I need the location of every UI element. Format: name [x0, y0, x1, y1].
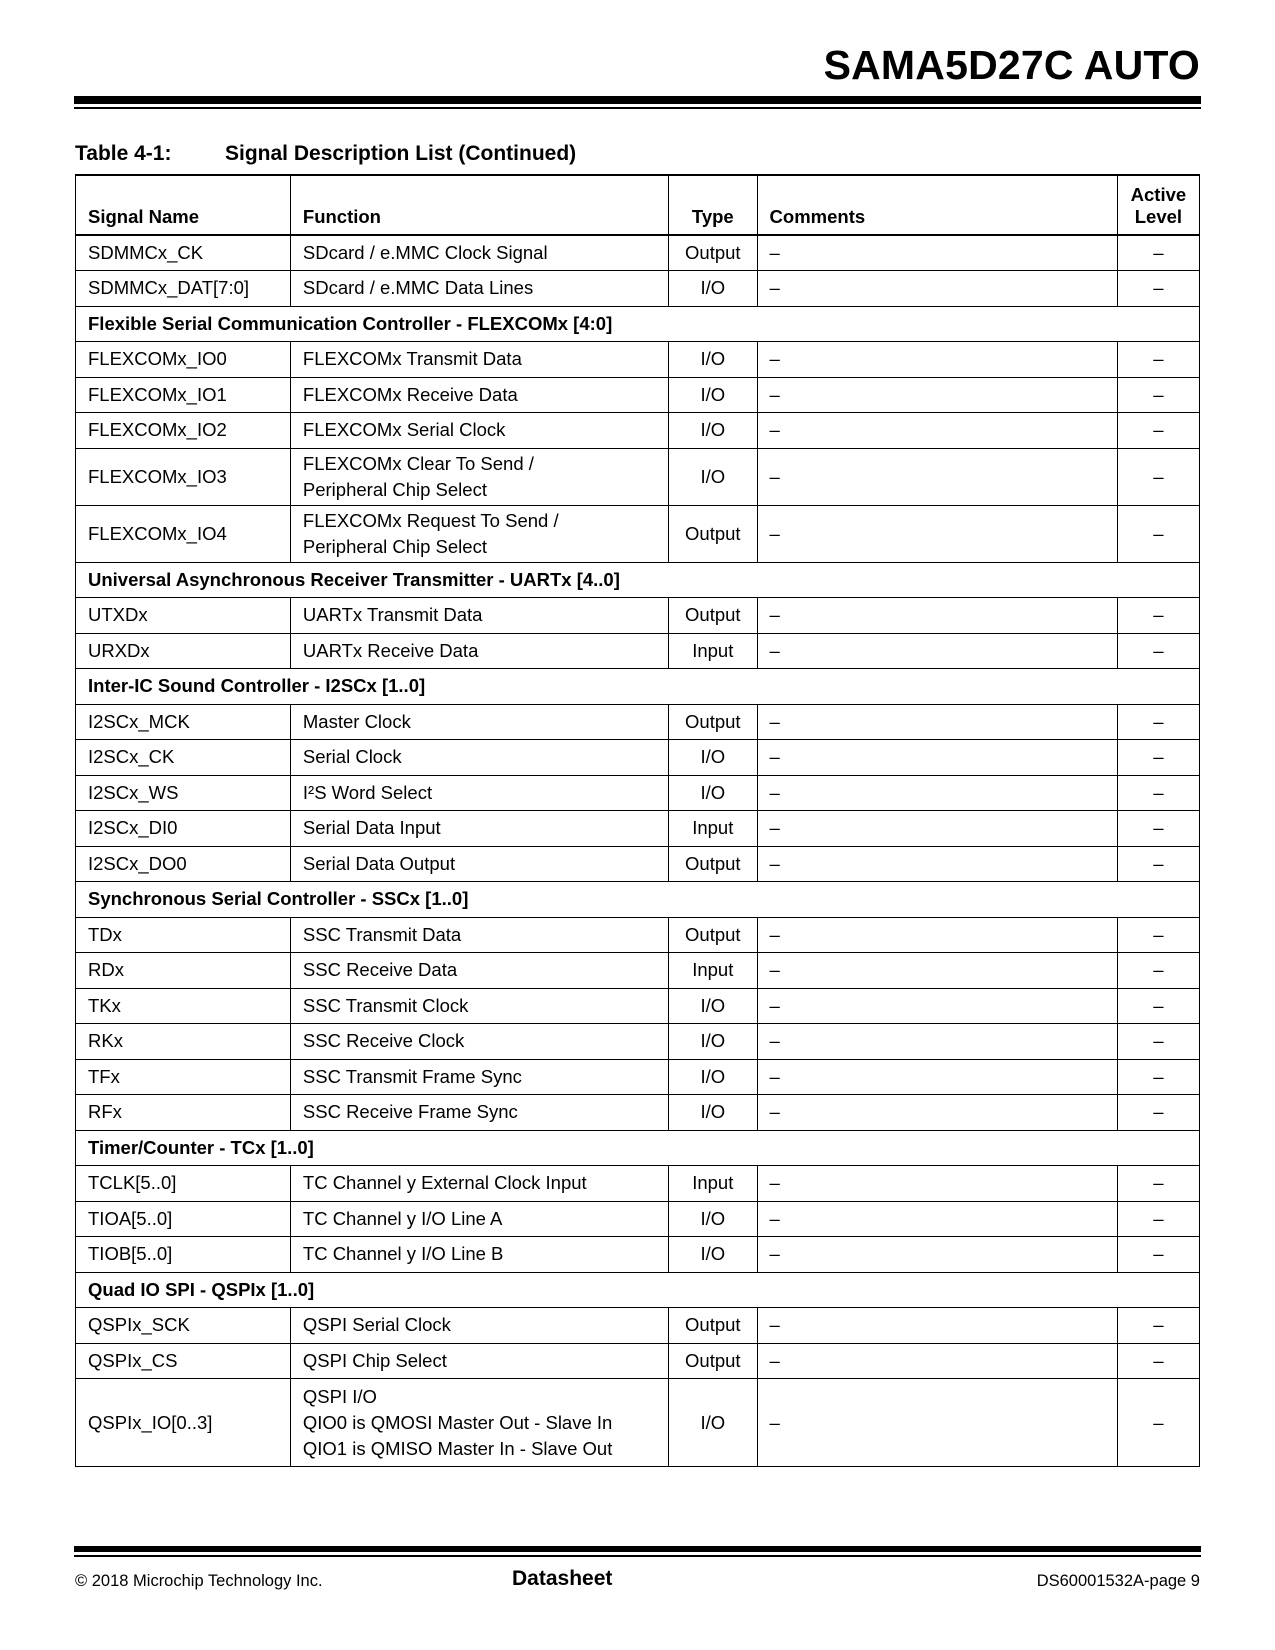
signal-name-cell: RFx [76, 1095, 291, 1131]
section-title: Flexible Serial Communication Controller - FLEXCOMx [4:0] [76, 306, 1200, 342]
active-level-cell: – [1117, 342, 1199, 378]
function-cell [290, 633, 668, 669]
table-row [76, 1059, 1200, 1095]
signal-name-cell: FLEXCOMx_IO3 [76, 448, 291, 505]
function-line: Serial Data Output [302, 852, 456, 874]
table-row [76, 846, 1200, 882]
active-level-cell: – [1117, 1095, 1199, 1131]
function-line: SSC Receive Data [302, 959, 458, 981]
function-line: Serial Data Input [302, 817, 441, 839]
active-level-cell: – [1117, 505, 1199, 562]
active-level-cell: – [1117, 1201, 1199, 1237]
active-level-cell: – [1117, 704, 1199, 740]
active-level-cell: – [1117, 1059, 1199, 1095]
function-cell [290, 413, 668, 449]
function-cell [290, 598, 668, 634]
function-line: UARTx Receive Data [302, 639, 479, 661]
function-line: QSPI I/O [302, 1385, 377, 1407]
function-cell [290, 811, 668, 847]
function-cell [290, 1095, 668, 1131]
table-caption-title: Signal Description List (Continued) [225, 142, 577, 165]
column-header-active-level-line2: Level [1134, 206, 1183, 227]
function-line: SDcard / e.MMC Data Lines [302, 277, 534, 299]
table-row [76, 1343, 1200, 1379]
type-cell: Output [669, 704, 757, 740]
function-line: FLEXCOMx Receive Data [302, 383, 518, 405]
type-cell: Output [669, 235, 757, 271]
comments-cell: – [757, 704, 1117, 740]
signal-name-cell: QSPIx_IO[0..3] [76, 1379, 291, 1467]
comments-cell: – [757, 740, 1117, 776]
comments-cell: – [757, 846, 1117, 882]
signal-description-table [75, 174, 1200, 1467]
comments-cell: – [757, 448, 1117, 505]
table-row [76, 448, 1200, 505]
column-header-function: Function [290, 175, 668, 235]
type-cell: I/O [669, 377, 757, 413]
function-cell [290, 505, 668, 562]
table-row [76, 1379, 1200, 1467]
type-cell: I/O [669, 342, 757, 378]
function-cell [290, 1308, 668, 1344]
signal-name-cell: I2SCx_WS [76, 775, 291, 811]
function-cell [290, 1059, 668, 1095]
type-cell: I/O [669, 271, 757, 307]
table-row [76, 598, 1200, 634]
column-header-active-level-line1: Active [1130, 184, 1187, 205]
footer-rule-thick [74, 1546, 1201, 1552]
table-caption [75, 142, 576, 166]
function-line: QSPI Chip Select [302, 1349, 447, 1371]
comments-cell: – [757, 1237, 1117, 1273]
table-row [76, 342, 1200, 378]
active-level-cell: – [1117, 235, 1199, 271]
section-header-row [76, 1272, 1200, 1308]
signal-name-cell: RKx [76, 1024, 291, 1060]
type-cell: I/O [669, 740, 757, 776]
function-line: I²S Word Select [302, 781, 433, 803]
function-line: SSC Transmit Clock [302, 994, 469, 1016]
comments-cell: – [757, 1095, 1117, 1131]
active-level-cell: – [1117, 1343, 1199, 1379]
table-row [76, 271, 1200, 307]
column-header-signal-name: Signal Name [76, 175, 291, 235]
section-header-row [76, 1130, 1200, 1166]
table-caption-number: Table 4-1: [75, 142, 172, 165]
table-row [76, 1308, 1200, 1344]
section-title: Inter-IC Sound Controller - I2SCx [1..0] [76, 669, 1200, 705]
table-header-row [76, 175, 1200, 235]
section-header-row [76, 882, 1200, 918]
comments-cell: – [757, 1308, 1117, 1344]
function-line: TC Channel y I/O Line B [302, 1243, 504, 1265]
column-header-comments: Comments [757, 175, 1117, 235]
type-cell: I/O [669, 1201, 757, 1237]
document-title: SAMA5D27C AUTO [823, 42, 1200, 88]
function-line: FLEXCOMx Request To Send / [302, 509, 559, 531]
signal-name-cell: I2SCx_MCK [76, 704, 291, 740]
signal-name-cell: TIOA[5..0] [76, 1201, 291, 1237]
comments-cell: – [757, 271, 1117, 307]
comments-cell: – [757, 413, 1117, 449]
comments-cell: – [757, 811, 1117, 847]
active-level-cell: – [1117, 377, 1199, 413]
function-cell [290, 1379, 668, 1467]
table-row [76, 633, 1200, 669]
function-line: FLEXCOMx Transmit Data [302, 348, 522, 370]
section-title: Synchronous Serial Controller - SSCx [1..0] [76, 882, 1200, 918]
function-line: TC Channel y I/O Line A [302, 1207, 503, 1229]
active-level-cell: – [1117, 413, 1199, 449]
table-row [76, 740, 1200, 776]
signal-name-cell: QSPIx_SCK [76, 1308, 291, 1344]
type-cell: I/O [669, 448, 757, 505]
function-cell [290, 953, 668, 989]
function-cell [290, 846, 668, 882]
function-line: SSC Receive Frame Sync [302, 1101, 518, 1123]
type-cell: Output [669, 917, 757, 953]
function-line: Peripheral Chip Select [302, 535, 487, 557]
table-row [76, 1237, 1200, 1273]
header-rule-thin [74, 107, 1201, 109]
signal-name-cell: TIOB[5..0] [76, 1237, 291, 1273]
function-line: SSC Transmit Data [302, 923, 462, 945]
function-line: SDcard / e.MMC Clock Signal [302, 242, 548, 263]
active-level-cell: – [1117, 633, 1199, 669]
signal-name-cell: I2SCx_DI0 [76, 811, 291, 847]
signal-name-cell: SDMMCx_CK [76, 235, 291, 271]
function-line: QIO1 is QMISO Master In - Slave Out [302, 1437, 613, 1459]
function-line: TC Channel y External Clock Input [302, 1172, 587, 1194]
function-cell [290, 1343, 668, 1379]
table-row [76, 505, 1200, 562]
type-cell: Input [669, 811, 757, 847]
comments-cell: – [757, 1379, 1117, 1467]
function-cell [290, 235, 668, 271]
type-cell: Output [669, 505, 757, 562]
function-line: Serial Clock [302, 746, 402, 768]
function-cell [290, 988, 668, 1024]
signal-name-cell: RDx [76, 953, 291, 989]
function-cell [290, 377, 668, 413]
comments-cell: – [757, 917, 1117, 953]
table-row [76, 235, 1200, 271]
type-cell: I/O [669, 1237, 757, 1273]
type-cell: I/O [669, 775, 757, 811]
function-line: QSPI Serial Clock [302, 1314, 451, 1336]
type-cell: Input [669, 633, 757, 669]
table-body [76, 235, 1200, 1467]
active-level-cell: – [1117, 1237, 1199, 1273]
footer-rule-thin [74, 1555, 1201, 1557]
type-cell: Input [669, 1166, 757, 1202]
comments-cell: – [757, 342, 1117, 378]
type-cell: I/O [669, 1024, 757, 1060]
signal-name-cell: TKx [76, 988, 291, 1024]
section-header-row [76, 562, 1200, 598]
section-header-row [76, 306, 1200, 342]
signal-name-cell: QSPIx_CS [76, 1343, 291, 1379]
function-line: QIO0 is QMOSI Master Out - Slave In [302, 1411, 613, 1433]
table-row [76, 413, 1200, 449]
type-cell: I/O [669, 1379, 757, 1467]
comments-cell: – [757, 1059, 1117, 1095]
signal-name-cell: FLEXCOMx_IO4 [76, 505, 291, 562]
comments-cell: – [757, 377, 1117, 413]
type-cell: Output [669, 1343, 757, 1379]
function-line: Peripheral Chip Select [302, 478, 487, 500]
footer-page-number: DS60001532A-page 9 [1036, 1572, 1200, 1590]
active-level-cell: – [1117, 811, 1199, 847]
type-cell: Input [669, 953, 757, 989]
function-line: SSC Receive Clock [302, 1030, 465, 1052]
table-row [76, 775, 1200, 811]
column-header-type: Type [669, 175, 757, 235]
function-cell [290, 1166, 668, 1202]
signal-name-cell: TCLK[5..0] [76, 1166, 291, 1202]
table-row [76, 1201, 1200, 1237]
function-line: UARTx Transmit Data [302, 604, 483, 626]
active-level-cell: – [1117, 953, 1199, 989]
section-title: Universal Asynchronous Receiver Transmitter - UARTx [4..0] [76, 562, 1200, 598]
signal-name-cell: I2SCx_DO0 [76, 846, 291, 882]
table-row [76, 917, 1200, 953]
function-line: Master Clock [302, 710, 411, 732]
function-line: FLEXCOMx Clear To Send / [302, 452, 534, 474]
active-level-cell: – [1117, 1379, 1199, 1467]
active-level-cell: – [1117, 1166, 1199, 1202]
active-level-cell: – [1117, 598, 1199, 634]
type-cell: I/O [669, 1095, 757, 1131]
type-cell: I/O [669, 1059, 757, 1095]
signal-name-cell: SDMMCx_DAT[7:0] [76, 271, 291, 307]
signal-name-cell: TDx [76, 917, 291, 953]
signal-name-cell: FLEXCOMx_IO0 [76, 342, 291, 378]
comments-cell: – [757, 988, 1117, 1024]
active-level-cell: – [1117, 271, 1199, 307]
table-row [76, 704, 1200, 740]
function-cell [290, 740, 668, 776]
type-cell: Output [669, 846, 757, 882]
active-level-cell: – [1117, 846, 1199, 882]
column-header-active-level [1117, 175, 1199, 235]
function-cell [290, 448, 668, 505]
comments-cell: – [757, 1024, 1117, 1060]
function-cell [290, 704, 668, 740]
signal-name-cell: TFx [76, 1059, 291, 1095]
comments-cell: – [757, 633, 1117, 669]
table-row [76, 811, 1200, 847]
active-level-cell: – [1117, 740, 1199, 776]
comments-cell: – [757, 953, 1117, 989]
active-level-cell: – [1117, 448, 1199, 505]
section-title: Timer/Counter - TCx [1..0] [76, 1130, 1200, 1166]
table-row [76, 377, 1200, 413]
function-cell [290, 1237, 668, 1273]
type-cell: Output [669, 1308, 757, 1344]
comments-cell: – [757, 1166, 1117, 1202]
type-cell: I/O [669, 988, 757, 1024]
comments-cell: – [757, 235, 1117, 271]
active-level-cell: – [1117, 1308, 1199, 1344]
signal-name-cell: I2SCx_CK [76, 740, 291, 776]
signal-name-cell: FLEXCOMx_IO1 [76, 377, 291, 413]
footer-doc-type: Datasheet [512, 1567, 613, 1590]
function-line: FLEXCOMx Serial Clock [302, 419, 506, 441]
comments-cell: – [757, 598, 1117, 634]
comments-cell: – [757, 775, 1117, 811]
comments-cell: – [757, 505, 1117, 562]
function-cell [290, 271, 668, 307]
function-cell [290, 775, 668, 811]
function-cell [290, 342, 668, 378]
type-cell: I/O [669, 413, 757, 449]
section-title: Quad IO SPI - QSPIx [1..0] [76, 1272, 1200, 1308]
active-level-cell: – [1117, 1024, 1199, 1060]
table-row [76, 1024, 1200, 1060]
function-cell [290, 1201, 668, 1237]
active-level-cell: – [1117, 775, 1199, 811]
signal-name-cell: URXDx [76, 633, 291, 669]
footer-copyright: © 2018 Microchip Technology Inc. [75, 1572, 323, 1590]
signal-name-cell: FLEXCOMx_IO2 [76, 413, 291, 449]
active-level-cell: – [1117, 988, 1199, 1024]
table-row [76, 953, 1200, 989]
header-rule-thick [74, 96, 1201, 104]
signal-name-cell: UTXDx [76, 598, 291, 634]
function-cell [290, 1024, 668, 1060]
comments-cell: – [757, 1343, 1117, 1379]
function-line: SSC Transmit Frame Sync [302, 1065, 522, 1087]
section-header-row [76, 669, 1200, 705]
table-row [76, 988, 1200, 1024]
comments-cell: – [757, 1201, 1117, 1237]
active-level-cell: – [1117, 917, 1199, 953]
table-row [76, 1166, 1200, 1202]
type-cell: Output [669, 598, 757, 634]
function-cell [290, 917, 668, 953]
table-row [76, 1095, 1200, 1131]
